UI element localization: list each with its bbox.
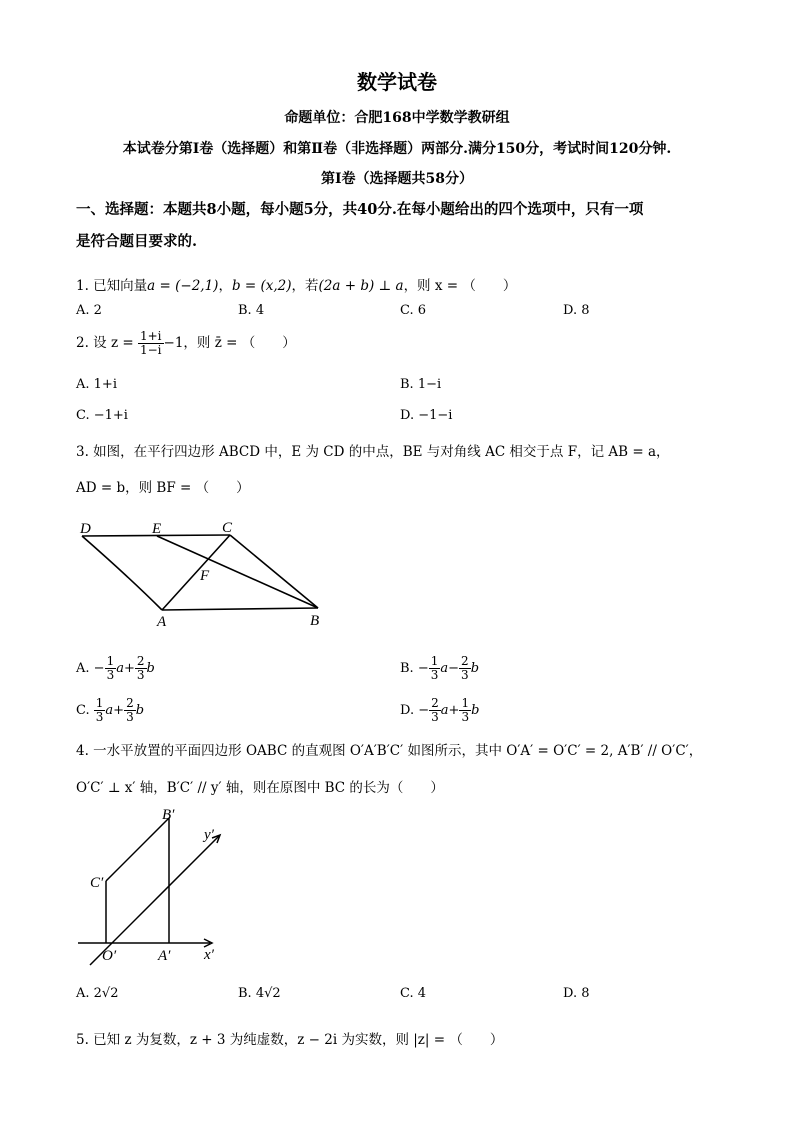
q4-option-c[interactable]: C. 4	[400, 986, 427, 1001]
segment-eb	[157, 536, 318, 608]
option-operator: +	[123, 661, 135, 677]
option-label: B.	[400, 661, 418, 677]
q1-vector-b: b = (x,2)	[231, 278, 292, 294]
coef-2-num: 1	[461, 696, 470, 710]
q1-ask: ，则 x = （ ）	[403, 278, 517, 294]
section-heading-line2: 是符合题目要求的.	[76, 233, 198, 250]
page-title: 数学试卷	[357, 70, 437, 94]
coef-2	[459, 697, 471, 724]
segment-ac	[162, 535, 230, 610]
question-1: 1. 已知向量a = (−2,1)，b = (x,2)，若(2a + b) ⊥ a，则 x = （ ）	[76, 278, 517, 294]
coef-1-num: 2	[431, 696, 439, 710]
q1-condition: (2a + b) ⊥ a	[318, 278, 404, 294]
q4-intuitive-figure	[70, 805, 245, 970]
q4-option-b[interactable]: B. 4√2	[238, 986, 281, 1001]
vector-1: a	[440, 661, 449, 677]
coef-2-den: 3	[126, 710, 134, 725]
point-a-label: A	[157, 614, 167, 630]
segment-da	[82, 536, 162, 610]
axis-y-prime-label: y′	[204, 827, 214, 843]
coef-2-num: 2	[136, 654, 145, 668]
q2-fraction-num: 1+i	[139, 329, 162, 343]
option-sign: −	[418, 703, 430, 719]
point-e-label: E	[152, 521, 162, 537]
q2-suffix: −1，则 z̄ = （ ）	[163, 335, 296, 352]
q2-prefix: 2. 设 z =	[76, 335, 134, 352]
question-5: 5. 已知 z 为复数，z + 3 为纯虚数，z − 2i 为实数，则 |z| = （ ）	[76, 1032, 504, 1048]
coef-1-num: 1	[95, 696, 104, 710]
q2-fraction-den: 1−i	[139, 343, 162, 358]
q1-option-d[interactable]: D. 8	[563, 303, 590, 318]
vector-1: a	[440, 703, 449, 719]
q1-vector-a: a = (−2,1)	[147, 278, 219, 294]
option-label: D.	[400, 703, 419, 719]
option-operator: +	[113, 703, 125, 719]
coef-2-den: 3	[461, 710, 470, 725]
coef-1-num: 1	[106, 654, 115, 668]
vector-2: b	[146, 661, 155, 677]
coef-1-den: 3	[95, 710, 104, 725]
segment-c-b	[106, 818, 169, 881]
coef-2	[124, 697, 136, 724]
point-c-prime-label: C′	[90, 875, 104, 891]
vector-2: b	[135, 703, 145, 719]
part-title: 第Ⅰ卷（选择题共58分）	[320, 171, 474, 187]
q1-option-a[interactable]: A. 2	[76, 303, 102, 318]
question-4-line1: 4. 一水平放置的平面四边形 OABC 的直观图 O′A′B′C′ 如图所示，其中 O′A′ = O′C′ = 2, A′B′ // O′C′，	[76, 743, 703, 759]
coef-1-num: 1	[430, 654, 439, 668]
option-sign: −	[417, 661, 429, 677]
segment-ab	[162, 608, 318, 610]
exam-unit: 命题单位：合肥168中学数学教研组	[284, 110, 510, 126]
axis-x-prime-label: x′	[204, 947, 214, 963]
option-sign: −	[93, 661, 105, 677]
coef-1-den: 3	[430, 668, 439, 683]
coef-2-num: 2	[461, 654, 469, 668]
coef-1-den: 3	[106, 668, 115, 683]
q1-cond-prefix: ，若	[291, 278, 319, 294]
point-d-label: D	[80, 521, 91, 537]
q1-prefix: 1. 已知向量	[76, 278, 148, 294]
question-3-line1: 3. 如图，在平行四边形 ABCD 中，E 为 CD 的中点，BE 与对角线 AC 相交于点 F，记 AB = a，	[76, 444, 670, 460]
question-3-line2: AD = b，则 BF = （ ）	[76, 480, 250, 496]
q2-option-c[interactable]: C. −1+i	[76, 408, 128, 423]
q4-option-d[interactable]: D. 8	[563, 986, 590, 1001]
coef-2-den: 3	[461, 668, 469, 683]
option-label: C.	[76, 703, 94, 719]
vector-2: b	[471, 703, 480, 719]
point-b-prime-label: B′	[162, 807, 175, 823]
point-b-label: B	[310, 613, 320, 629]
option-operator: +	[448, 703, 460, 719]
vector-2: b	[470, 661, 480, 677]
section-heading-line1: 一、选择题：本题共8小题，每小题5分，共40分.在每小题给出的四个选项中，只有一项	[76, 201, 644, 218]
coef-2	[459, 655, 471, 682]
coef-2-den: 3	[136, 668, 145, 683]
q3-option-d[interactable]	[400, 697, 479, 724]
q4-option-a[interactable]: A. 2√2	[76, 986, 119, 1001]
vector-1: a	[105, 703, 114, 719]
coef-1	[429, 655, 441, 682]
q1-option-b[interactable]: B. 4	[238, 303, 265, 318]
q2-option-d[interactable]: D. −1−i	[400, 408, 453, 423]
y-axis	[90, 835, 220, 965]
q2-option-b[interactable]: B. 1−i	[400, 377, 442, 392]
coef-1	[429, 697, 441, 724]
point-a-prime-label: A′	[158, 948, 171, 964]
segment-cb	[230, 535, 318, 608]
point-c-label: C	[222, 520, 233, 536]
q3-option-b[interactable]	[400, 655, 479, 682]
question-2	[76, 330, 296, 357]
q3-parallelogram-figure	[70, 518, 340, 630]
coef-1	[94, 697, 106, 724]
q2-option-a[interactable]: A. 1+i	[76, 377, 117, 392]
coef-1-den: 3	[431, 710, 439, 725]
q3-option-c[interactable]	[76, 697, 144, 724]
option-operator: −	[448, 661, 460, 677]
exam-intro: 本试卷分第Ⅰ卷（选择题）和第Ⅱ卷（非选择题）两部分.满分150分，考试时间120分钟.	[122, 141, 672, 157]
option-label: A.	[76, 661, 94, 677]
q3-option-a[interactable]	[76, 655, 155, 682]
question-4-line2: O′C′ ⊥ x′ 轴，B′C′ // y′ 轴，则在原图中 BC 的长为（ ）	[76, 780, 444, 796]
vector-1: a	[116, 661, 124, 677]
coef-2-num: 2	[126, 696, 134, 710]
q2-fraction	[138, 330, 164, 357]
point-f-label: F	[200, 568, 210, 584]
q1-option-c[interactable]: C. 6	[400, 303, 427, 318]
point-o-prime-label: O′	[102, 948, 117, 964]
coef-1	[105, 655, 117, 682]
coef-2	[135, 655, 147, 682]
